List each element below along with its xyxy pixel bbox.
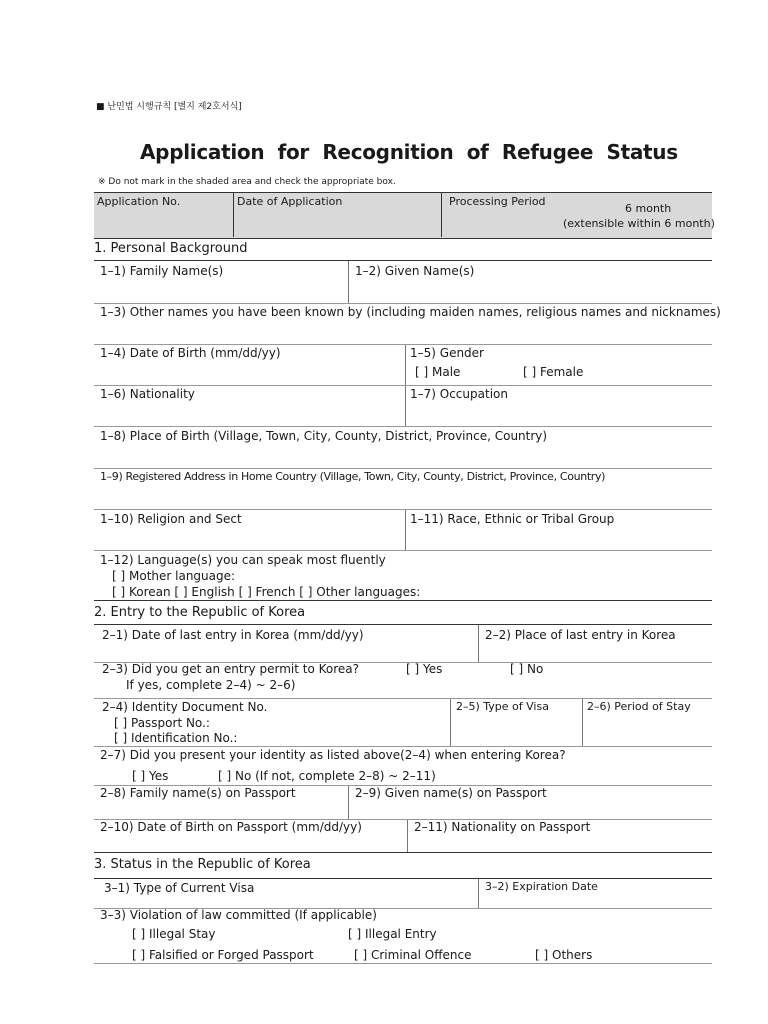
entry-permit-yes-checkbox[interactable]: [ ] Yes <box>406 662 443 676</box>
male-checkbox[interactable]: [ ] Male <box>415 365 461 379</box>
processing-period-label: Processing Period <box>449 195 546 208</box>
processing-period-value: 6 month <box>625 202 672 215</box>
entry-permit-no-checkbox[interactable]: [ ] No <box>510 662 544 676</box>
processing-period-extension: (extensible within 6 month) <box>563 217 715 230</box>
entry-permit-note: If yes, complete 2–4) ~ 2–6) <box>126 678 296 692</box>
section-1-title: 1. Personal Background <box>94 241 248 256</box>
place-of-birth-field[interactable]: 1–8) Place of Birth (Village, Town, City, County, District, Province, Country) <box>100 429 548 443</box>
section-2-title: 2. Entry to the Republic of Korea <box>94 605 306 620</box>
date-of-birth-field[interactable]: 1–4) Date of Birth (mm/dd/yy) <box>100 346 281 360</box>
registered-address-field[interactable]: 1–9) Registered Address in Home Country (Village, Town, City, County, District, Province, Country) <box>100 470 606 483</box>
date-of-application-label: Date of Application <box>237 195 343 208</box>
identity-presented-yes-checkbox[interactable]: [ ] Yes <box>132 769 169 783</box>
mother-language-checkbox[interactable]: [ ] Mother language: <box>112 569 236 583</box>
application-no-label: Application No. <box>97 195 181 208</box>
identity-document-label: 2–4) Identity Document No. <box>102 700 268 714</box>
last-entry-date-field[interactable]: 2–1) Date of last entry in Korea (mm/dd/yy) <box>102 628 364 642</box>
given-name-field[interactable]: 1–2) Given Name(s) <box>355 264 475 278</box>
religion-field[interactable]: 1–10) Religion and Sect <box>100 512 242 526</box>
gender-label: 1–5) Gender <box>410 346 484 360</box>
current-visa-type-field[interactable]: 3–1) Type of Current Visa <box>104 881 255 895</box>
instruction-note: ※ Do not mark in the shaded area and check the appropriate box. <box>98 177 396 187</box>
languages-label: 1–12) Language(s) you can speak most fluently <box>100 553 386 567</box>
passport-given-name-field[interactable]: 2–9) Given name(s) on Passport <box>355 786 547 800</box>
expiration-date-field[interactable]: 3–2) Expiration Date <box>485 880 598 893</box>
others-checkbox[interactable]: [ ] Others <box>535 948 593 962</box>
ethnic-group-field[interactable]: 1–11) Race, Ethnic or Tribal Group <box>410 512 615 526</box>
visa-type-field[interactable]: 2–5) Type of Visa <box>456 700 549 713</box>
other-names-field[interactable]: 1–3) Other names you have been known by (including maiden names, religious names and nicknames) <box>100 305 721 319</box>
nationality-field[interactable]: 1–6) Nationality <box>100 387 195 401</box>
section-3-title: 3. Status in the Republic of Korea <box>94 857 311 872</box>
passport-birth-date-field[interactable]: 2–10) Date of Birth on Passport (mm/dd/yy) <box>100 820 362 834</box>
passport-family-name-field[interactable]: 2–8) Family name(s) on Passport <box>100 786 296 800</box>
period-of-stay-field[interactable]: 2–6) Period of Stay <box>587 700 691 713</box>
entry-permit-question: 2–3) Did you get an entry permit to Korea? <box>102 662 359 676</box>
forged-passport-checkbox[interactable]: [ ] Falsified or Forged Passport <box>132 948 314 962</box>
illegal-stay-checkbox[interactable]: [ ] Illegal Stay <box>132 927 216 941</box>
last-entry-place-field[interactable]: 2–2) Place of last entry in Korea <box>485 628 676 642</box>
language-options[interactable]: [ ] Korean [ ] English [ ] French [ ] Other languages: <box>112 585 421 599</box>
illegal-entry-checkbox[interactable]: [ ] Illegal Entry <box>348 927 437 941</box>
occupation-field[interactable]: 1–7) Occupation <box>410 387 508 401</box>
identification-no-checkbox[interactable]: [ ] Identification No.: <box>114 731 238 745</box>
passport-no-checkbox[interactable]: [ ] Passport No.: <box>114 716 210 730</box>
page-title: Application for Recognition of Refugee Status <box>140 140 678 164</box>
identity-presented-no-checkbox[interactable]: [ ] No (If not, complete 2–8) ~ 2–11) <box>218 769 436 783</box>
family-name-field[interactable]: 1–1) Family Name(s) <box>100 264 224 278</box>
criminal-offence-checkbox[interactable]: [ ] Criminal Offence <box>354 948 472 962</box>
regulation-label: ■ 난민법 시행규칙 [별지 제2호서식] <box>96 102 242 112</box>
passport-nationality-field[interactable]: 2–11) Nationality on Passport <box>414 820 591 834</box>
office-use-table <box>94 192 712 239</box>
identity-presented-question: 2–7) Did you present your identity as listed above(2–4) when entering Korea? <box>100 748 566 762</box>
female-checkbox[interactable]: [ ] Female <box>523 365 584 379</box>
law-violation-label: 3–3) Violation of law committed (If applicable) <box>100 908 377 922</box>
